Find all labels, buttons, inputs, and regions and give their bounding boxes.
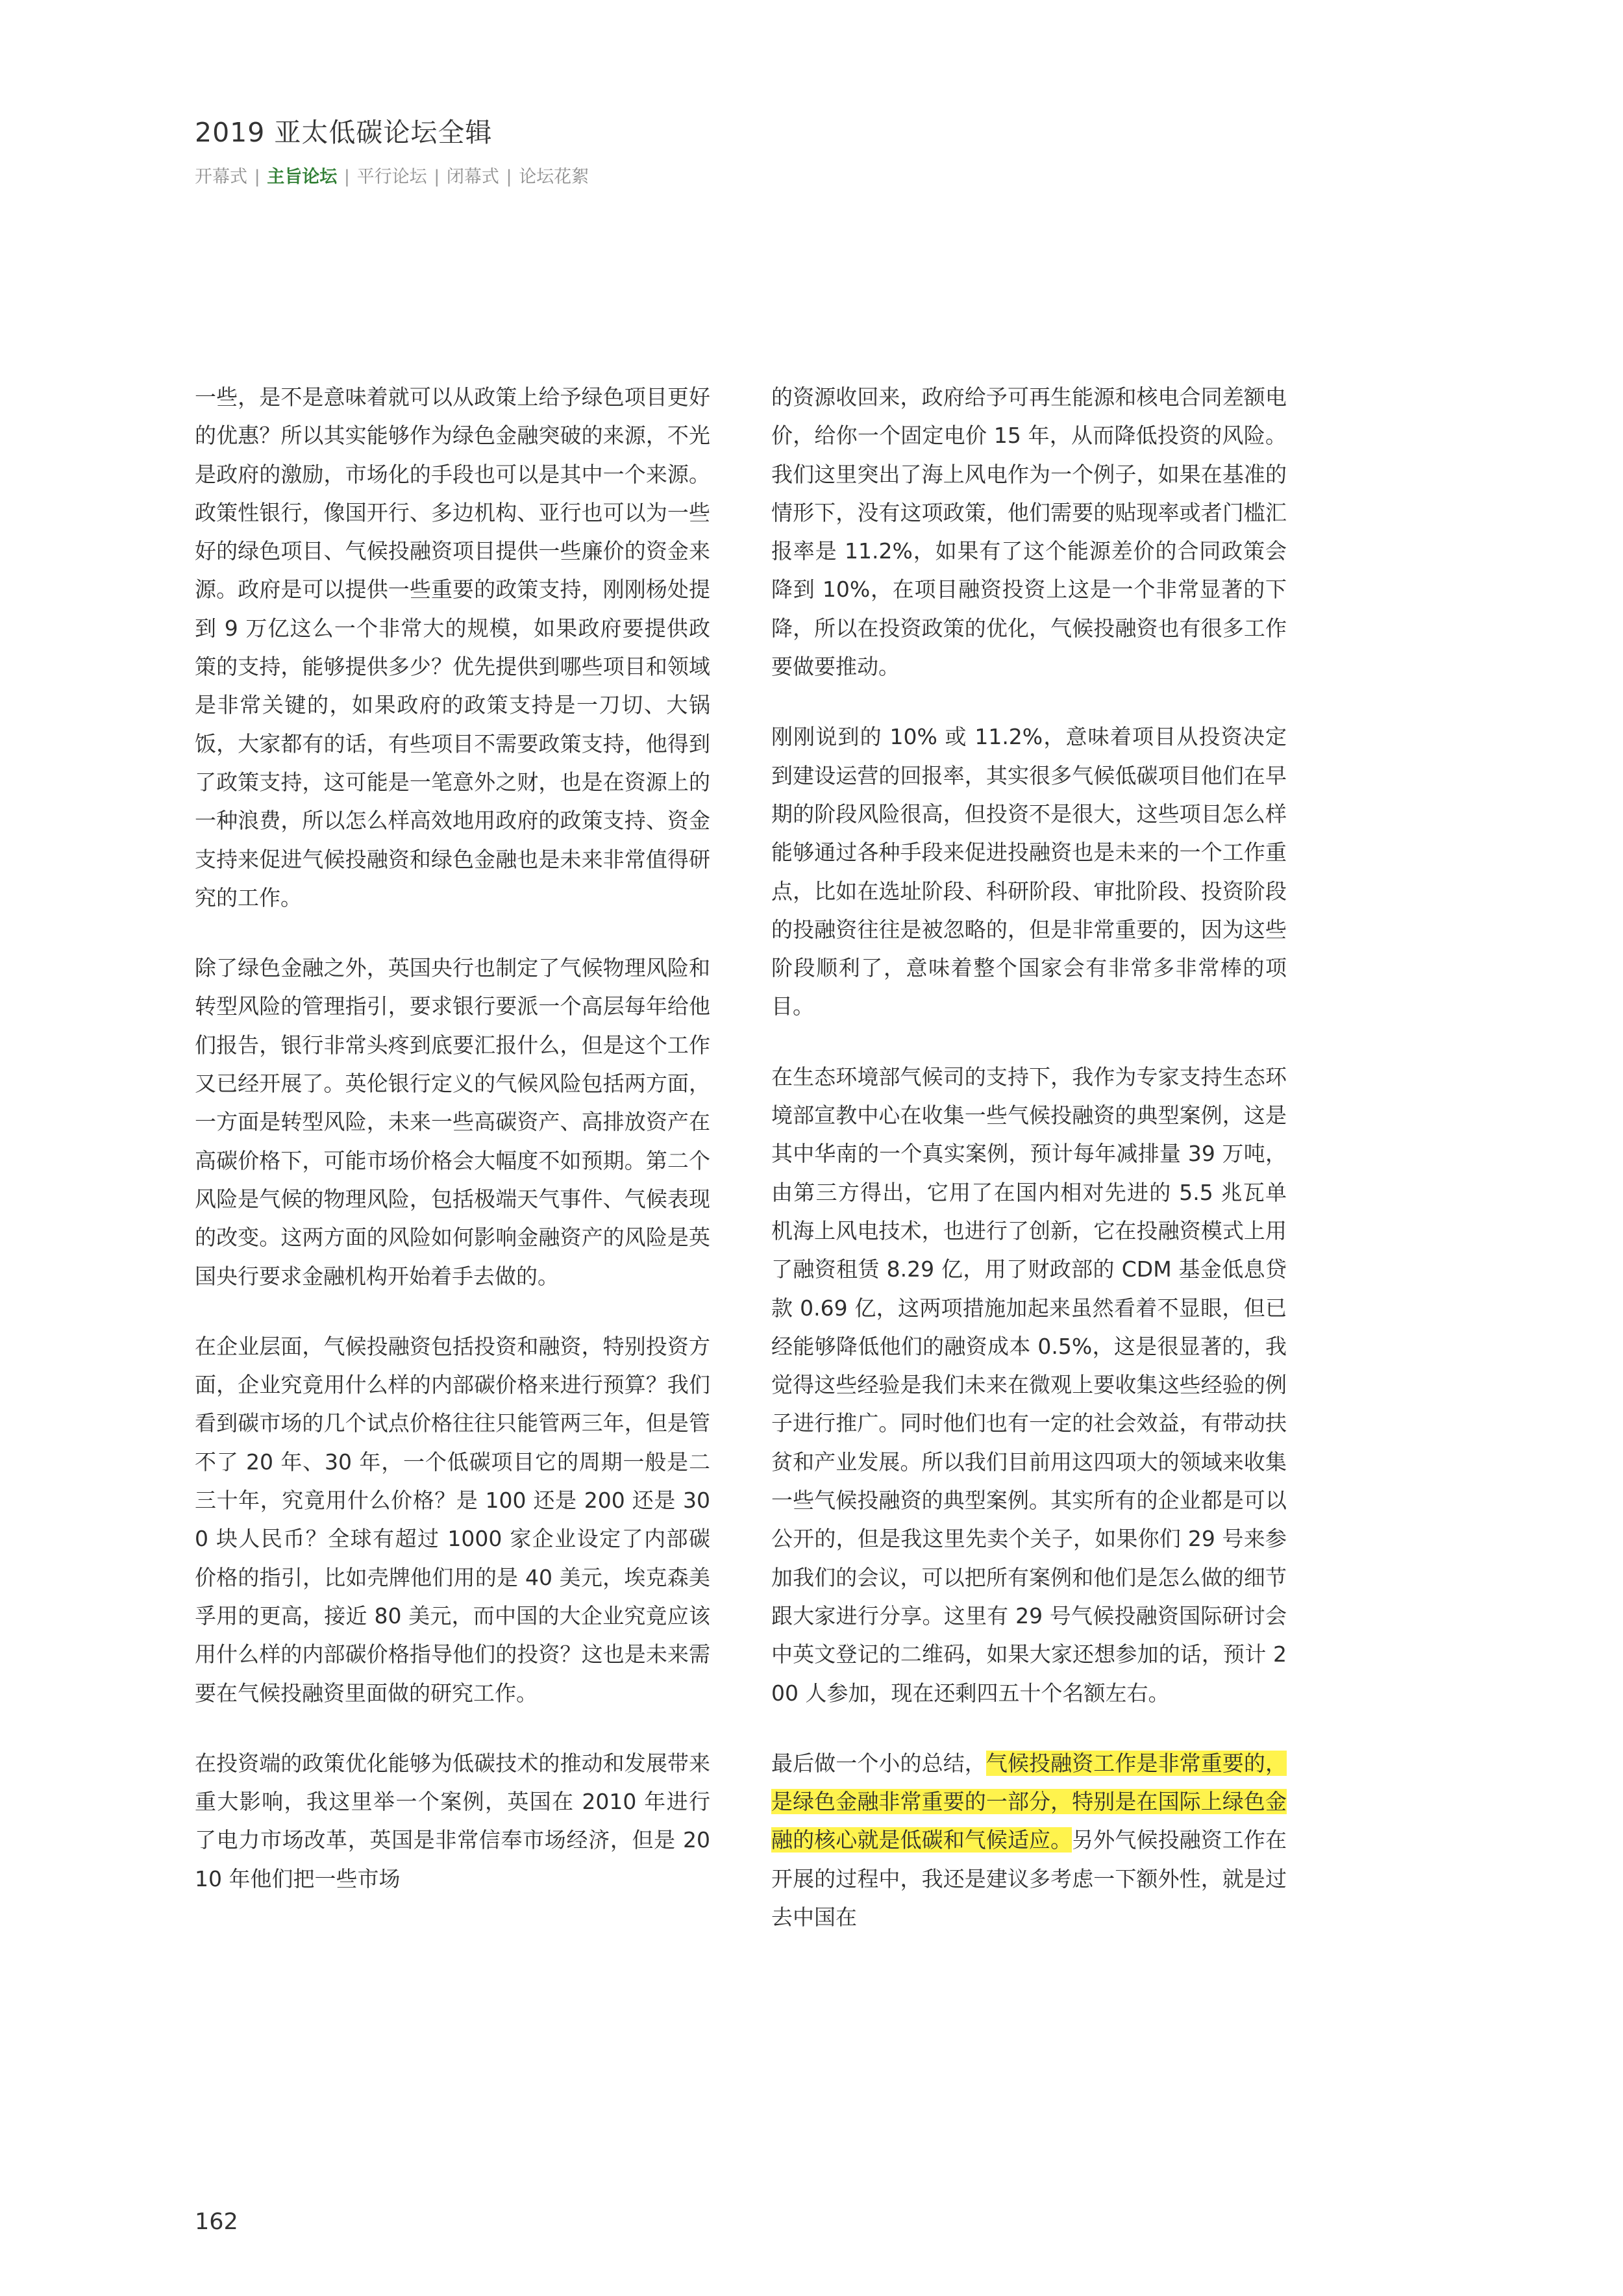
paragraph: 在企业层面，气候投融资包括投资和融资，特别投资方面，企业究竟用什么样的内部碳价格来进行预算？我们看到碳市场的几个试点价格往往只能管两三年，但是管不了 20 年、30 年，一个低碳项目它的周期一般是二三十年，究竟用什么价格？是 100 还是 200 还是 300 块人民币？全球有超过 1000 家企业设定了内部碳价格的指引，比如壳牌他们用的是 40 美元，埃克森美孚用的更高，接近 80 美元，而中国的大企业究竟应该用什么样的内部碳价格指导他们的投资？这也是未来需要在气候投融资里面做的研究工作。	[195, 1333, 710, 1706]
nav-separator: |	[343, 167, 350, 187]
section-navigation	[195, 166, 1428, 188]
document-title: 2019 亚太低碳论坛全辑	[195, 117, 493, 148]
summary-trailing-text: 另外气候投融资工作在开展的过程中，我还是建议多考虑一下额外性，就是过去中国在	[771, 1827, 1287, 1930]
nav-item-parallel-forum: 平行论坛	[356, 167, 427, 187]
nav-separator: |	[506, 167, 512, 187]
nav-item-opening: 开幕式	[195, 167, 247, 187]
nav-separator: |	[434, 167, 440, 187]
right-text-column	[771, 378, 1287, 1968]
paragraph: 一些，是不是意味着就可以从政策上给予绿色项目更好的优惠？所以其实能够作为绿色金融突破的来源，不光是政府的激励，市场化的手段也可以是其中一个来源。政策性银行，像国开行、多边机构、亚行也可以为一些好的绿色项目、气候投融资项目提供一些廉价的资金来源。政府是可以提供一些重要的政策支持，刚刚杨处提到 9 万亿这么一个非常大的规模，如果政府要提供政策的支持，能够提供多少？优先提供到哪些项目和领域是非常关键的，如果政府的政策支持是一刀切、大锅饭，大家都有的话，有些项目不需要政策支持，他得到了政策支持，这可能是一笔意外之财，也是在资源上的一种浪费，所以怎么样高效地用政府的政策支持、资金支持来促进气候投融资和绿色金融也是未来非常值得研究的工作。	[195, 384, 710, 910]
left-text-column	[195, 378, 710, 1930]
page-number: 162	[195, 2209, 238, 2235]
nav-separator: |	[254, 167, 260, 187]
nav-item-keynote-forum: 主旨论坛	[267, 167, 338, 187]
nav-item-closing: 闭幕式	[446, 167, 499, 187]
paragraph: 除了绿色金融之外，英国央行也制定了气候物理风险和转型风险的管理指引，要求银行要派一个高层每年给他们报告，银行非常头疼到底要汇报什么，但是这个工作又已经开展了。英伦银行定义的气候风险包括两方面，一方面是转型风险，未来一些高碳资产、高排放资产在高碳价格下，可能市场价格会大幅度不如预期。第二个风险是气候的物理风险，包括极端天气事件、气候表现的改变。这两方面的风险如何影响金融资产的风险是英国央行要求金融机构开始着手去做的。	[195, 955, 710, 1289]
summary-paragraph	[771, 1744, 1287, 1936]
nav-item-highlights: 论坛花絮	[519, 167, 589, 187]
paragraph: 在投资端的政策优化能够为低碳技术的推动和发展带来重大影响，我这里举一个案例，英国在 2010 年进行了电力市场改革，英国是非常信奉市场经济，但是 2010 年他们把一些市场	[195, 1750, 710, 1891]
paragraph: 在生态环境部气候司的支持下，我作为专家支持生态环境部宣教中心在收集一些气候投融资的典型案例，这是其中华南的一个真实案例，预计每年减排量 39 万吨，由第三方得出，它用了在国内相对先进的 5.5 兆瓦单机海上风电技术，也进行了创新，它在投融资模式上用了融资租赁 8.29 亿，用了财政部的 CDM 基金低息贷款 0.69 亿，这两项措施加起来虽然看着不显眼，但已经能够降低他们的融资成本 0.5%，这是很显著的，我觉得这些经验是我们未来在微观上要收集这些经验的例子进行推广。同时他们也有一定的社会效益，有带动扶贫和产业发展。所以我们目前用这四项大的领域来收集一些气候投融资的典型案例。其实所有的企业都是可以公开的，但是我这里先卖个关子，如果你们 29 号来参加我们的会议，可以把所有案例和他们是怎么做的细节跟大家进行分享。这里有 29 号气候投融资国际研讨会中英文登记的二维码，如果大家还想参加的话，预计 200 人参加，现在还剩四五十个名额左右。	[771, 1064, 1287, 1706]
paragraph: 刚刚说到的 10% 或 11.2%，意味着项目从投资决定到建设运营的回报率，其实很多气候低碳项目他们在早期的阶段风险很高，但投资不是很大，这些项目怎么样能够通过各种手段来促进投融资也是未来的一个工作重点，比如在选址阶段、科研阶段、审批阶段、投资阶段的投融资往往是被忽略的，但是非常重要的，因为这些阶段顺利了，意味着整个国家会有非常多非常棒的项目。	[771, 724, 1287, 1019]
paragraph: 的资源收回来，政府给予可再生能源和核电合同差额电价，给你一个固定电价 15 年，从而降低投资的风险。我们这里突出了海上风电作为一个例子，如果在基准的情形下，没有这项政策，他们需要的贴现率或者门槛汇报率是 11.2%，如果有了这个能源差价的合同政策会降到 10%，在项目融资投资上这是一个非常显著的下降，所以在投资政策的优化，气候投融资也有很多工作要做要推动。	[771, 384, 1287, 680]
running-header	[195, 116, 1428, 188]
summary-lead-text: 最后做一个小的总结，	[771, 1750, 986, 1776]
highlighted-text: 气候投融资工作是非常重要的，是绿色金融非常重要的一部分，特别是在国际上绿色金融的核心就是低碳和气候适应。	[771, 1750, 1287, 1853]
